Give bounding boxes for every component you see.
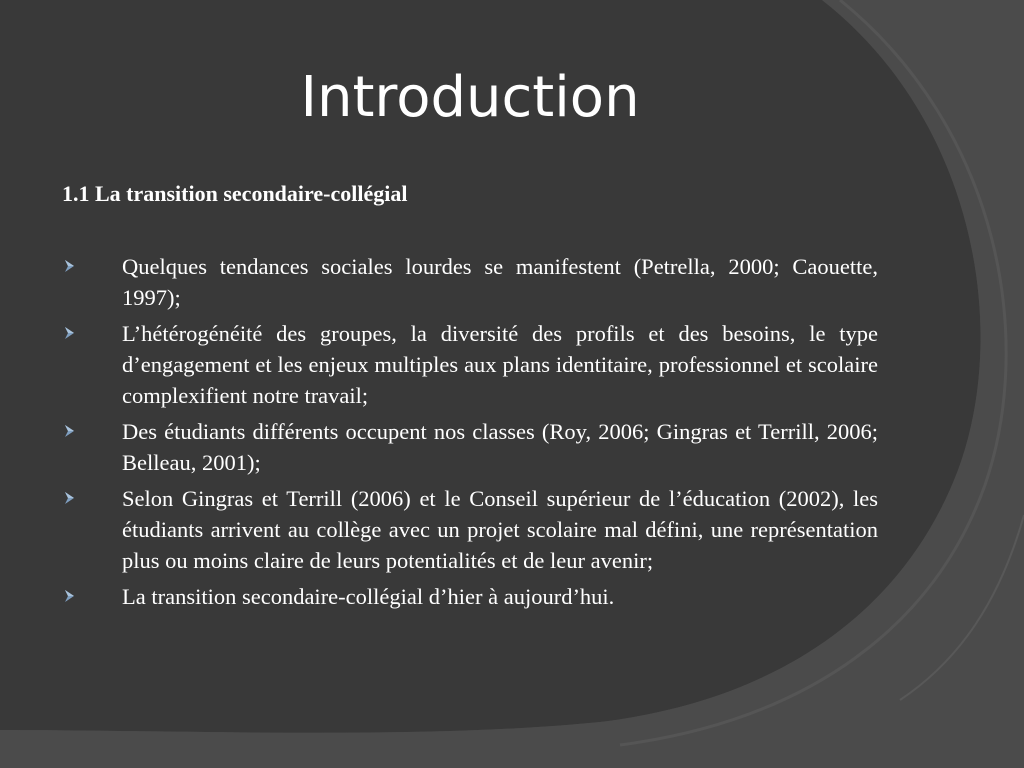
- bullet-text: Des étudiants différents occupent nos classes (Roy, 2006; Gingras et Terrill, 2006; Belleau, 2001);: [122, 419, 878, 475]
- slide-title: Introduction: [300, 65, 640, 130]
- arrow-bullet-icon: [62, 423, 78, 439]
- arrow-bullet-icon: [62, 258, 78, 274]
- bullet-list: [62, 251, 878, 612]
- bullet-text: L’hétérogénéité des groupes, la diversité des profils et des besoins, le type d’engagement et les enjeux multiples aux plans identitaire, professionnel et scolaire complexifient notre travail;: [122, 321, 878, 408]
- arrow-bullet-icon: [62, 325, 78, 341]
- bullet-text: Quelques tendances sociales lourdes se manifestent (Petrella, 2000; Caouette, 1997);: [122, 254, 878, 310]
- list-item: [62, 416, 878, 478]
- list-item: [62, 581, 878, 612]
- bullet-text: La transition secondaire-collégial d’hier à aujourd’hui.: [122, 584, 615, 609]
- arrow-bullet-icon: [62, 588, 78, 604]
- slide-content: [62, 178, 878, 617]
- list-item: [62, 483, 878, 576]
- section-heading: 1.1 La transition secondaire-collégial: [62, 181, 408, 206]
- bullet-text: Selon Gingras et Terrill (2006) et le Conseil supérieur de l’éducation (2002), les étudiants arrivent au collège avec un projet scolaire mal défini, une représentation plus ou moins claire de leurs potentialités et de leur avenir;: [122, 486, 878, 573]
- list-item: [62, 318, 878, 411]
- arrow-bullet-icon: [62, 490, 78, 506]
- list-item: [62, 251, 878, 313]
